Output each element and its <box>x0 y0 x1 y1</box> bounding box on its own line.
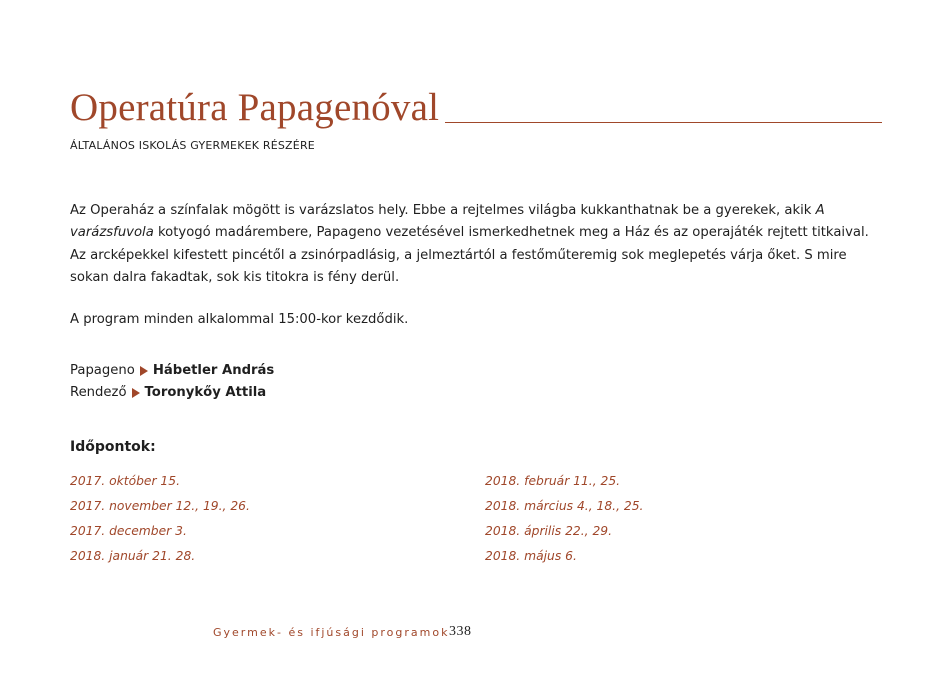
credit-row-director <box>70 382 274 404</box>
subtitle: ÁLTALÁNOS ISKOLÁS GYERMEKEK RÉSZÉRE <box>70 139 315 152</box>
date-item: 2017. december 3. <box>70 524 187 538</box>
dates-heading: Időpontok: <box>70 439 156 455</box>
date-item: 2017. október 15. <box>70 474 180 488</box>
page-title: Operatúra Papagenóval <box>70 86 440 129</box>
intro-text-1: Az Operaház a színfalak mögött is varázslatos hely. Ebbe a rejtelmes világba kukkanthatnak be a gyerekek, akik <box>70 203 816 218</box>
date-item: 2018. február 11., 25. <box>485 474 621 488</box>
date-item: 2018. január 21. 28. <box>70 549 196 563</box>
date-item: 2018. április 22., 29. <box>485 524 613 538</box>
page-number: 338 <box>449 624 472 639</box>
dates-left-column <box>70 469 250 569</box>
credit-role: Rendező <box>70 385 127 400</box>
credit-role: Papageno <box>70 363 135 378</box>
credit-name: Toronykőy Attila <box>144 385 267 400</box>
intro-text-2: kotyogó madárembere, Papageno vezetésével ismerkedhetnek meg a Ház és az operajáték rejtett titkaival. Az arcképekkel kifestett pincétől a zsinórpadlásig, a jelmeztártól a festőműteremig sok meglepetés várja őket. S mire sokan dalra fakadtak, sok kis titokra is fény derül. <box>70 225 869 286</box>
intro-work-title: A varázsfuvola <box>70 203 825 241</box>
start-time-note: A program minden alkalommal 15:00-kor kezdődik. <box>70 312 409 327</box>
date-item: 2018. március 4., 18., 25. <box>485 499 644 513</box>
intro-paragraph <box>70 200 882 290</box>
triangle-right-icon <box>140 366 148 376</box>
credit-row-papageno <box>70 360 274 382</box>
date-item: 2018. május 6. <box>485 549 577 563</box>
triangle-right-icon <box>132 388 140 398</box>
credit-name: Hábetler András <box>152 363 275 378</box>
date-item: 2017. november 12., 19., 26. <box>70 499 250 513</box>
title-row <box>70 88 882 127</box>
title-rule <box>445 122 882 123</box>
footer-section-title: Gyermek- és ifjúsági programok <box>213 626 450 639</box>
dates-right-column <box>485 469 643 569</box>
credits <box>70 360 274 404</box>
